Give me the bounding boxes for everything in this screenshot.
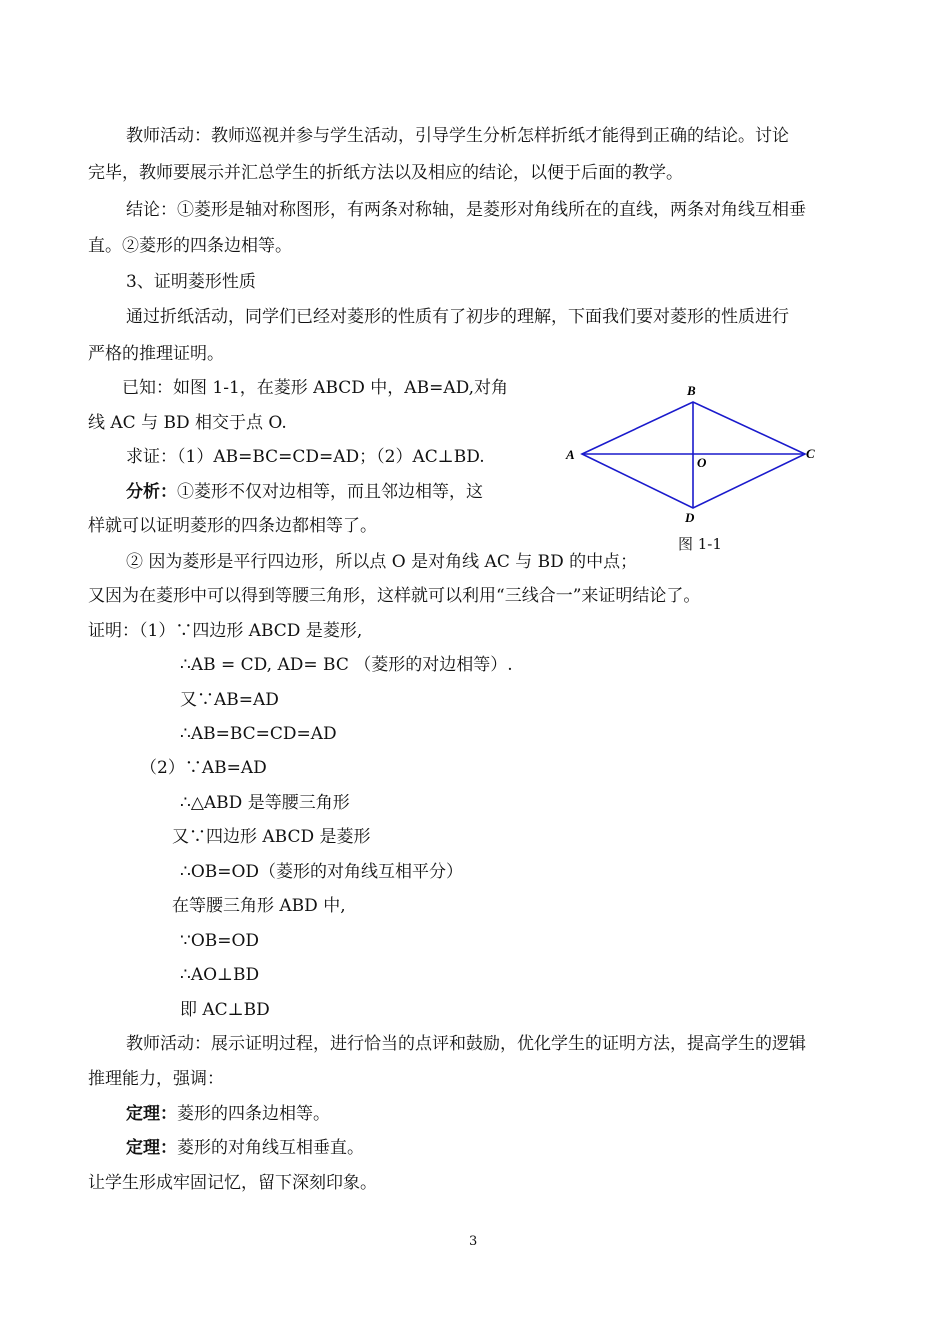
theorem-2-text: 菱形的对角线互相垂直。 [177, 1138, 364, 1158]
conclusion-line-1: 结论：①菱形是轴对称图形，有两条对称轴，是菱形对角线所在的直线，两条对角线互相垂 [126, 200, 806, 220]
proof-line-6: ∴△ABD 是等腰三角形 [180, 793, 350, 813]
teacher-activity-line-2: 完毕，教师要展示并汇总学生的折纸方法以及相应的结论，以便于后面的教学。 [88, 163, 683, 183]
theorem-1-text: 菱形的四条边相等。 [177, 1104, 330, 1124]
label-c: C [806, 446, 815, 461]
prove-statement: 求证：（1）AB=BC=CD=AD；（2）AC⊥BD. [126, 447, 485, 467]
analysis-line-3: ② 因为菱形是平行四边形，所以点 O 是对角线 AC 与 BD 的中点； [126, 552, 638, 572]
given-line-2: 线 AC 与 BD 相交于点 O. [88, 413, 287, 433]
proof-line-12: 即 AC⊥BD [180, 1000, 270, 1020]
analysis-line-2: 样就可以证明菱形的四条边都相等了。 [88, 516, 377, 536]
proof-line-8: ∴OB=OD（菱形的对角线互相平分） [180, 862, 464, 882]
proof-line-3: 又∵AB=AD [180, 690, 279, 710]
given-line-1: 已知：如图 1-1，在菱形 ABCD 中，AB=AD,对角 [122, 378, 509, 398]
label-d: D [685, 510, 695, 525]
proof-line-2: ∴AB = CD, AD= BC （菱形的对边相等）. [180, 655, 513, 675]
label-b: B [687, 383, 696, 398]
proof-line-10: ∵OB=OD [180, 931, 260, 951]
teacher-summary-line-2: 推理能力，强调： [88, 1069, 224, 1089]
analysis-label: 分析： [126, 482, 177, 502]
analysis-line-4: 又因为在菱形中可以得到等腰三角形，这样就可以利用“三线合一”来证明结论了。 [88, 586, 701, 606]
theorem-2-label: 定理： [126, 1138, 177, 1158]
proof-line-1: 证明：（1）∵四边形 ABCD 是菱形, [88, 621, 363, 641]
proof-line-11: ∴AO⊥BD [180, 965, 260, 985]
proof-line-4: ∴AB=BC=CD=AD [180, 724, 337, 744]
label-o: O [697, 455, 707, 470]
intro-line-1: 通过折纸活动，同学们已经对菱形的性质有了初步的理解，下面我们要对菱形的性质进行 [126, 307, 789, 327]
analysis-line-1 [126, 480, 483, 504]
closing-line: 让学生形成牢固记忆，留下深刻印象。 [88, 1173, 377, 1193]
teacher-summary-line-1: 教师活动：展示证明过程，进行恰当的点评和鼓励，优化学生的证明方法，提高学生的逻辑 [126, 1034, 806, 1054]
teacher-activity-line-1: 教师活动：教师巡视并参与学生活动，引导学生分析怎样折纸才能得到正确的结论。讨论 [126, 126, 789, 146]
intro-line-2: 严格的推理证明。 [88, 344, 224, 364]
proof-line-5: （2）∵AB=AD [140, 758, 267, 778]
label-a: A [566, 447, 575, 462]
proof-line-7: 又∵四边形 ABCD 是菱形 [172, 827, 371, 847]
theorem-1 [126, 1102, 330, 1126]
figure-caption: 图 1-1 [678, 535, 722, 553]
analysis-text-1: ①菱形不仅对边相等，而且邻边相等，这 [177, 482, 483, 502]
page-number: 3 [469, 1234, 478, 1249]
conclusion-line-2: 直。②菱形的四条边相等。 [88, 236, 292, 256]
rhombus-figure [560, 380, 830, 530]
theorem-1-label: 定理： [126, 1104, 177, 1124]
theorem-2 [126, 1136, 364, 1160]
proof-line-9: 在等腰三角形 ABD 中, [172, 896, 346, 916]
section-heading: 3、证明菱形性质 [126, 272, 256, 292]
